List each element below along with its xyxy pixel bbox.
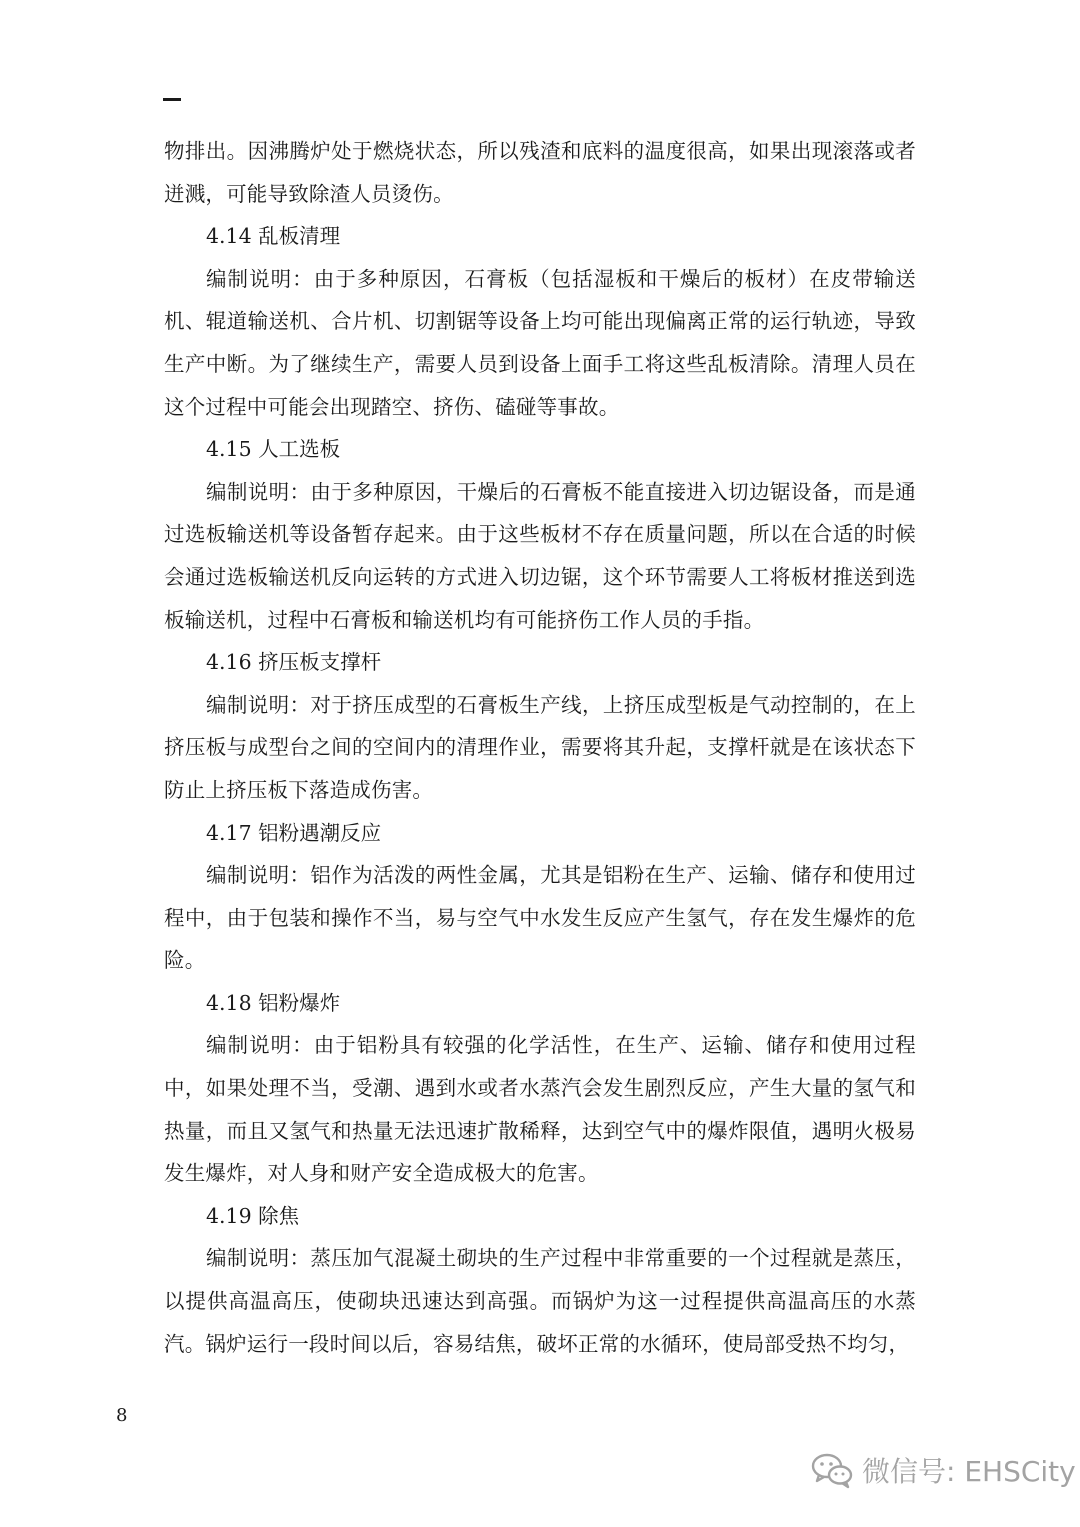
paragraph-4-15: 编制说明：由于多种原因，干燥后的石膏板不能直接进入切边锯设备，而是通过选板输送机等设备暂存起来。由于这些板材不存在质量问题，所以在合适的时候会通过选板输送机反向运转的方式进入切边锯，这个环节需要人工将板材推送到选板输送机，过程中石膏板和输送机均有可能挤伤工作人员的手指。 [164,479,916,632]
header-dash [163,98,181,101]
paragraph-4-19: 编制说明：蒸压加气混凝土砌块的生产过程中非常重要的一个过程就是蒸压，以提供高温高压，使砌块迅速达到高强。而锅炉为这一过程提供高温高压的水蒸汽。锅炉运行一段时间以后，容易结焦，破坏正常的水循环，使局部受热不均匀， [164,1246,916,1356]
section-heading-4-19: 4.19 除焦 [206,1203,300,1228]
document-body [164,130,916,1365]
section-heading-4-16: 4.16 挤压板支撑杆 [206,650,382,675]
paragraph-4-17: 编制说明：铝作为活泼的两性金属，尤其是铝粉在生产、运输、储存和使用过程中，由于包装和操作不当，易与空气中水发生反应产生氢气，存在发生爆炸的危险。 [164,863,916,973]
watermark [810,1450,1076,1490]
paragraph-4-14: 编制说明：由于多种原因，石膏板（包括湿板和干燥后的板材）在皮带输送机、辊道输送机、合片机、切割锯等设备上均可能出现偏离正常的运行轨迹，导致生产中断。为了继续生产，需要人员到设备上面手工将这些乱板清除。清理人员在这个过程中可能会出现踏空、挤伤、磕碰等事故。 [164,266,916,419]
watermark-text: 微信号: EHSCity [862,1455,1076,1488]
paragraph-4-18: 编制说明：由于铝粉具有较强的化学活性，在生产、运输、储存和使用过程中，如果处理不当，受潮、遇到水或者水蒸汽会发生剧烈反应，产生大量的氢气和热量，而且又氢气和热量无法迅速扩散稀释，达到空气中的爆炸限值，遇明火极易发生爆炸，对人身和财产安全造成极大的危害。 [164,1033,916,1186]
paragraph-continued: 物排出。因沸腾炉处于燃烧状态，所以残渣和底料的温度很高，如果出现滚落或者迸溅，可能导致除渣人员烫伤。 [164,139,916,206]
section-heading-4-17: 4.17 铝粉遇潮反应 [206,820,382,845]
paragraph-4-16: 编制说明：对于挤压成型的石膏板生产线，上挤压成型板是气动控制的，在上挤压板与成型台之间的空间内的清理作业，需要将其升起，支撑杆就是在该状态下防止上挤压板下落造成伤害。 [164,692,916,802]
page-number: 8 [116,1405,128,1426]
section-heading-4-14: 4.14 乱板清理 [206,224,341,249]
wechat-icon [810,1450,854,1490]
section-heading-4-15: 4.15 人工选板 [206,437,341,462]
section-heading-4-18: 4.18 铝粉爆炸 [206,990,341,1015]
